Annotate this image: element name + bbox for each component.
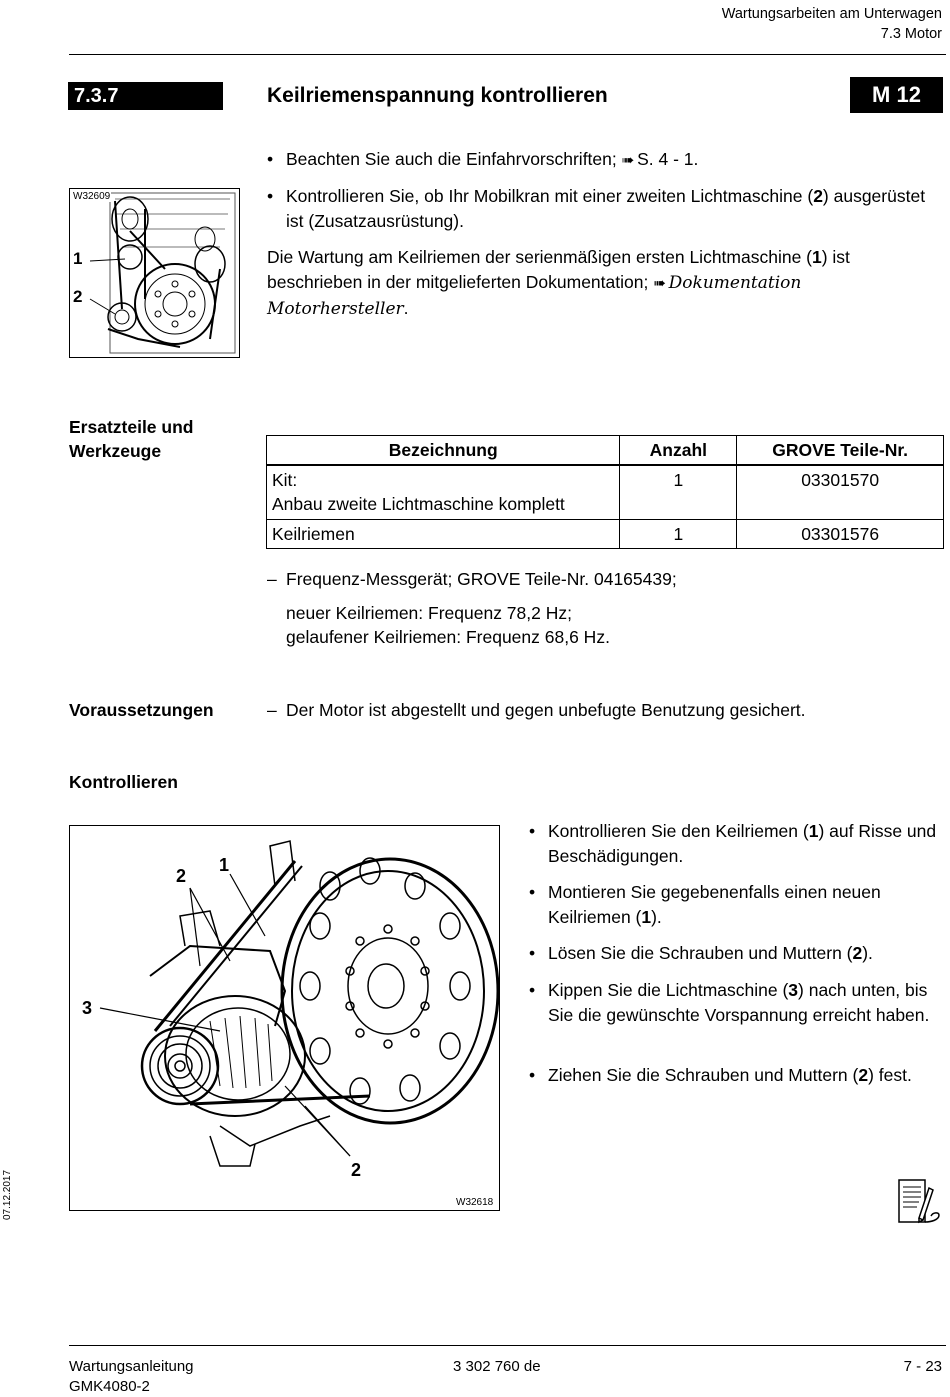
figure-id-large: W32618 (456, 1197, 494, 1208)
column-header: GROVE Teile-Nr. (737, 436, 944, 466)
table-row (267, 519, 944, 548)
figure-label-screws-bottom: 2 (351, 1160, 362, 1180)
part-number: 03301570 (737, 465, 944, 519)
cross-reference-arrow-icon: ➠ (621, 152, 633, 169)
figure-label-alternator: 3 (82, 998, 93, 1018)
bullet-check-second-alternator: • Kontrollieren Sie, ob Ihr Mobilkran mit einer zweiten Lichtmaschine (2) ausgerüstet ist (Zusatzausrüstung). (267, 184, 946, 233)
table-row (267, 465, 944, 519)
belt-check-figure (69, 825, 500, 1211)
alternator-pulley-drawing (70, 826, 499, 1210)
figure-label-1: 1 (73, 249, 83, 268)
print-date: 07.12.2017 (2, 1169, 13, 1220)
frequency-new-belt: neuer Keilriemen: Frequenz 78,2 Hz; (286, 603, 572, 623)
frequency-used-belt: gelaufener Keilriemen: Frequenz 68,6 Hz. (286, 627, 610, 647)
check-step-5: • Ziehen Sie die Schrauben und Muttern (2) fest. (529, 1063, 950, 1088)
figure-label-screws-top: 2 (176, 866, 187, 886)
check-step-4: • Kippen Sie die Lichtmaschine (3) nach unten, bis Sie die gewünschte Vorspannung erreicht haben. (529, 978, 948, 1027)
maintenance-badge: M 12 (850, 77, 943, 113)
part-quantity: 1 (620, 519, 737, 548)
check-step-3: • Lösen Sie die Schrauben und Muttern (2). (529, 941, 950, 966)
cross-reference-arrow-icon: ➠ (653, 274, 664, 292)
prerequisite-item: – Der Motor ist abgestellt und gegen unbefugte Benutzung gesichert. (267, 698, 950, 723)
intro-paragraph: Die Wartung am Keilriemen der serienmäßigen ersten Lichtmaschine (1) ist beschrieben in der mitgelieferten Dokumentation; ➠ Dokumentation Motorhersteller. (267, 247, 850, 319)
part-name: Keilriemen (267, 519, 620, 548)
cross-reference-link[interactable]: S. 4 - 1. (637, 149, 699, 169)
footer-rule (69, 1345, 946, 1346)
figure-label-2: 2 (73, 287, 83, 306)
table-header-row (267, 436, 944, 466)
engine-manufacturer-doc-link[interactable]: Dokumentation Motorhersteller (267, 272, 802, 319)
figure-id-small: W32609 (73, 191, 111, 202)
bullet-run-in-rules: • Beachten Sie auch die Einfahrvorschriften; ➠ S. 4 - 1. (267, 147, 950, 174)
tool-frequency-meter: – Frequenz-Messgerät; GROVE Teile-Nr. 04165439; (267, 567, 950, 592)
engine-drawing-small (70, 189, 239, 357)
column-header: Anzahl (620, 436, 737, 466)
part-name: Kit: Anbau zweite Lichtmaschine komplett (267, 465, 620, 519)
figure-label-belt: 1 (219, 855, 230, 875)
document-notes-icon (895, 1178, 943, 1226)
check-step-2: • Montieren Sie gegebenenfalls einen neuen Keilriemen (1). (529, 880, 950, 929)
footer-page-number: 7 - 23 (903, 1358, 942, 1375)
check-heading: Kontrollieren (69, 772, 178, 792)
header-subchapter: 7.3 Motor (880, 26, 942, 42)
header-rule (69, 54, 946, 55)
header-chapter: Wartungsarbeiten am Unterwagen (721, 6, 942, 22)
footer-doc-number: 3 302 760 de (453, 1358, 541, 1375)
section-number: 7.3.7 (68, 82, 223, 110)
prerequisites-heading: Voraussetzungen (69, 700, 214, 720)
parts-heading: Ersatzteile und Werkzeuge (69, 417, 194, 461)
column-header: Bezeichnung (267, 436, 620, 466)
footer-manual: Wartungsanleitung (69, 1358, 194, 1375)
engine-belt-figure-small (69, 188, 240, 358)
parts-table (266, 435, 944, 549)
check-step-1: • Kontrollieren Sie den Keilriemen (1) auf Risse und Beschädigungen. (529, 819, 950, 868)
part-number: 03301576 (737, 519, 944, 548)
part-quantity: 1 (620, 465, 737, 519)
footer-model: GMK4080-2 (69, 1378, 150, 1395)
section-title: Keilriemenspannung kontrollieren (267, 84, 608, 107)
